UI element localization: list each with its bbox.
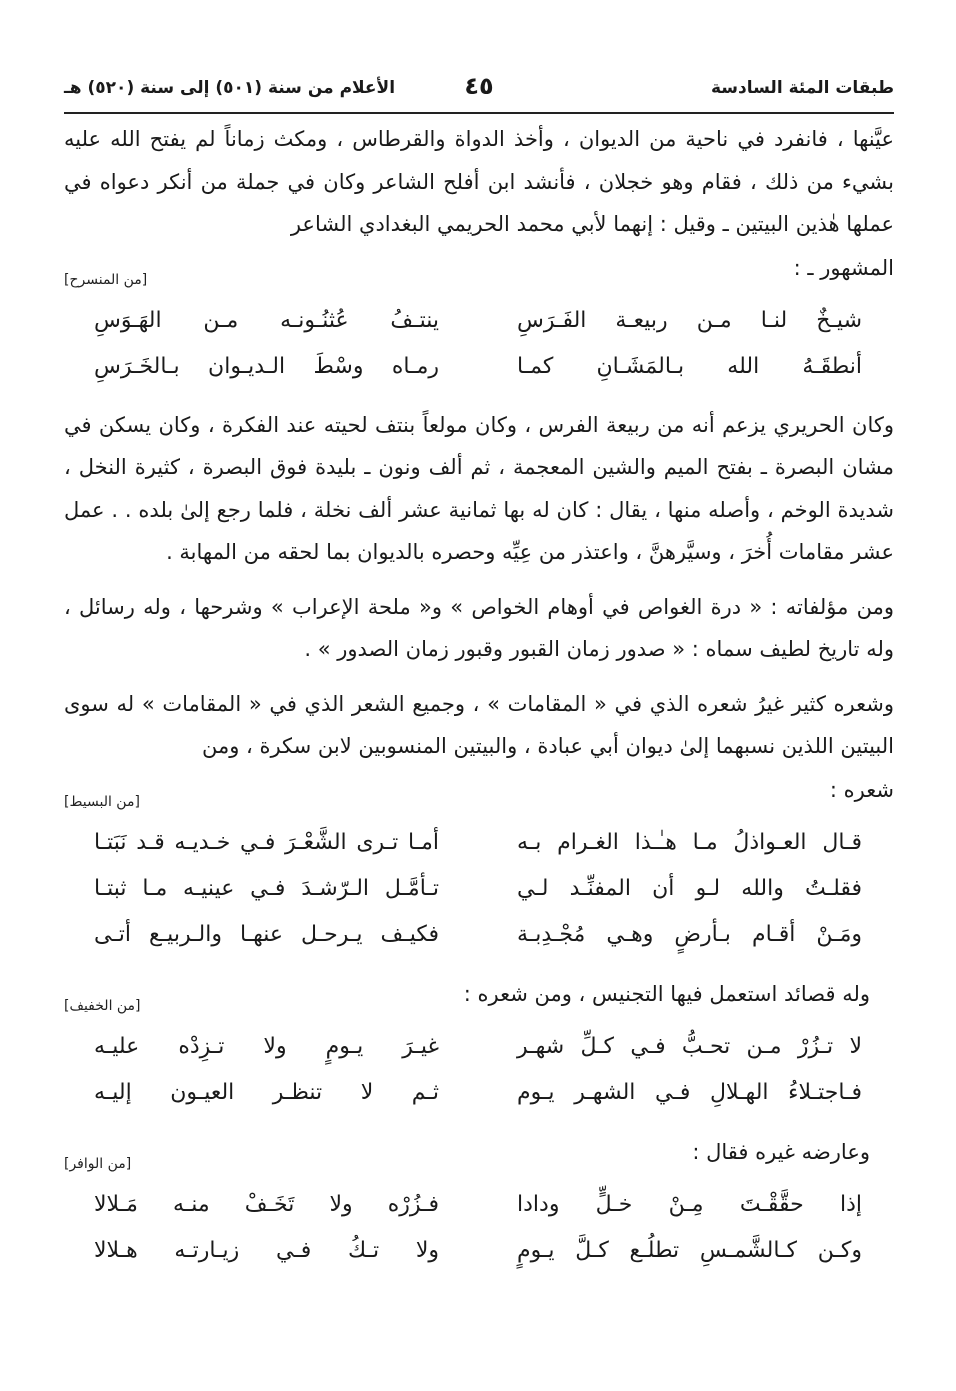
meter-label: [من البسيط] xyxy=(64,793,140,810)
header-rule xyxy=(64,112,894,114)
intro-lead: المشهور ـ : xyxy=(793,255,894,280)
response-lead-line xyxy=(64,1130,894,1174)
tajnis-lead-line xyxy=(64,972,894,1016)
verse-line xyxy=(64,820,894,866)
verse-first-hemistich: لا تـزُرْ مـن تحـبُّ فـي كـلِّ شهـر xyxy=(517,1033,862,1059)
meter-label: [من الخفيف] xyxy=(64,997,141,1014)
paragraph-poetry: وشعره كثير غيرُ شعره الذي في « المقامات » ، وجميع الشعر الذي في « المقامات » له سوى البيتين اللذين نسبهما إلىٰ ديوان أبي عبادة ، والبيتين المنسوبين لابن سكرة ، ومن xyxy=(64,691,894,758)
meter-label: [من الوافر] xyxy=(64,1155,132,1172)
verse-line xyxy=(64,1024,894,1070)
poem-2 xyxy=(64,820,894,958)
verse-line xyxy=(64,1182,894,1228)
verse-first-hemistich: فقلـتُ والله لـو أن المفنِّـد لـي xyxy=(517,875,862,901)
intro-lead-line xyxy=(64,246,894,290)
verse-first-hemistich: إذا حقَّقْـتَ مِـنْ خـلٍّ ودادا xyxy=(517,1191,862,1217)
tajnis-lead: وله قصائد استعمل فيها التجنيس ، ومن شعره : xyxy=(463,981,870,1006)
header-section-title: طبقات المئة السادسة xyxy=(711,78,894,98)
verse-second-hemistich: ثـم لا تنظـر العيـون إليـه xyxy=(94,1079,439,1105)
verse-line xyxy=(64,912,894,958)
verse-second-hemistich: تـأمَّـل الـرّشـدَ فـي عينيـه مـا ثبتـا xyxy=(94,875,439,901)
verse-line xyxy=(64,344,894,390)
meter-label: [من المنسرح] xyxy=(64,271,148,288)
paragraph-hariri-origin: وكان الحريري يزعم أنه من ربيعة الفرس ، وكان مولعاً بنتف لحيته عند الفكرة ، وكان يسكن في مشان البصرة ـ بفتح الميم والشين المعجمة ، ثم ألف ونون ـ بليدة فوق البصرة ، كثيرة النخل ، شديدة الوخم ، وأصله منها ، يقال : كان له بها ثمانية عشر ألف نخلة ، فلما رجع إلىٰ بلده . . عمل عشر مقامات أُخرَ ، وسيَّرهنَّ ، واعتذر من عِيِّه وحصره بالديوان بما لحقه من المهابة . xyxy=(64,412,894,564)
verse-second-hemistich: رمـاه وسْطَ الـديـوان بـالخَـرَسِ xyxy=(94,353,439,379)
verse-line xyxy=(64,1070,894,1116)
verse-first-hemistich: قـال العـواذلُ مـا هـٰـذا الغـرام بـه xyxy=(517,829,862,855)
verse-second-hemistich: غيـرَ يـومٍ ولا تـزِدْه عليـه xyxy=(94,1033,439,1059)
running-header xyxy=(64,72,894,108)
page-body xyxy=(64,118,894,1288)
intro-paragraph: عيَّنها ، فانفرد في ناحية من الديوان ، وأخذ الدواة والقرطاس ، ومكث زماناً لم يفتح الله عليه بشيء من ذلك ، فقام وهو خجلان ، فأنشد ابن أفلح الشاعر وكان في جملة من أنكر دعواه في عملها هٰذين البيتين ـ وقيل : إنهما لأبي محمد الحريمي البغدادي الشاعر xyxy=(64,127,894,236)
verse-second-hemistich: ينتـفُ عُثنُـونـه مـن الهَـوَسِ xyxy=(94,307,439,333)
poem-3 xyxy=(64,1024,894,1116)
poetry-lead: شعره : xyxy=(829,777,894,802)
verse-first-hemistich: أنطقَـهُ الله بـالمَشَـانِ كمـا xyxy=(517,353,862,379)
header-date-range: الأعلام من سنة (٥٠١) إلى سنة (٥٢٠) هـ xyxy=(64,78,396,98)
poetry-lead-line xyxy=(64,768,894,812)
verse-first-hemistich: وكـن كـالشَّمـسِ تطلُـع كـلَّ يـومٍ xyxy=(517,1237,862,1263)
page-number: ٤٥ xyxy=(464,72,494,100)
verse-second-hemistich: فـزُرْه ولا تَخَـفْ منـه مَـلالا xyxy=(94,1191,439,1217)
response-lead: وعارضه غيره فقال : xyxy=(692,1139,870,1164)
verse-first-hemistich: شيـخٌ لنـا مـن ربيعـة الفَـرَسِ xyxy=(517,307,862,333)
verse-first-hemistich: فـاجتـلاءُ الهـلالِ فـي الشهـر يـوم xyxy=(517,1079,862,1105)
poem-4 xyxy=(64,1182,894,1274)
verse-second-hemistich: أمـا تـرى الشَّعْـرَ فـي خـديـه قـد نَبَتـا xyxy=(94,829,439,855)
poem-1 xyxy=(64,298,894,390)
verse-first-hemistich: ومَـنْ أقـام بـأرضٍ وهـي مُجْـدِبـة xyxy=(517,921,862,947)
verse-second-hemistich: ولا تـكُ فـي زيـارتـه هـلالا xyxy=(94,1237,439,1263)
verse-line xyxy=(64,866,894,912)
verse-line xyxy=(64,298,894,344)
verse-second-hemistich: فكيـف يـرحـل عنهـا والـربيـع أتـى xyxy=(94,921,439,947)
verse-line xyxy=(64,1228,894,1274)
paragraph-works: ومن مؤلفاته : « درة الغواص في أوهام الخواص » و« ملحة الإعراب » وشرحها ، وله رسائل ، وله تاريخ لطيف سماه : « صدور زمان القبور وقبور زمان الصدور » . xyxy=(64,594,894,661)
